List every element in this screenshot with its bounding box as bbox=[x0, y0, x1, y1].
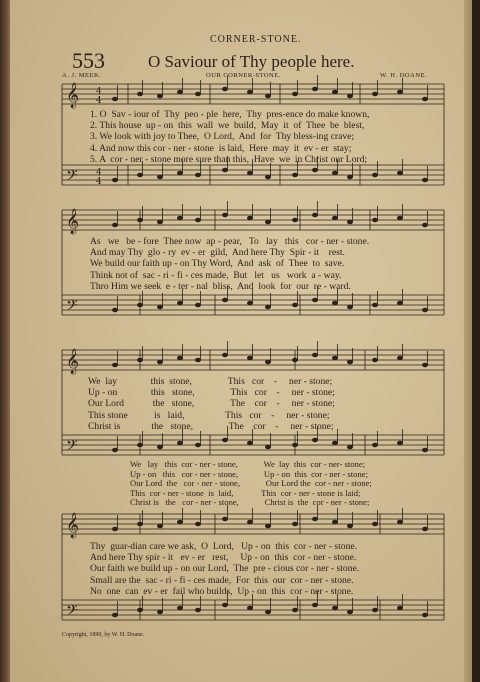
chorus-bass-2: Up - on this cor - ner - stone, Up - on this cor - ner - stone; bbox=[130, 468, 368, 479]
section-heading: CORNER-STONE. bbox=[210, 34, 302, 45]
svg-text:4: 4 bbox=[96, 168, 102, 178]
chorus-treble-4: This stone is laid, This cor - ner - stone; bbox=[88, 409, 330, 421]
composer: W. H. DOANE. bbox=[380, 72, 428, 79]
verse-4-line-c: Small are the sac - ri - fi - ces made, For this our cor - ner - stone. bbox=[90, 574, 354, 586]
chorus-bass-4: This cor - ner - stone is laid, This cor - ner - stone is laid; bbox=[130, 487, 361, 498]
svg-text:𝄢: 𝄢 bbox=[66, 602, 78, 623]
copyright: Copyright, 1890, by W. H. Doane. bbox=[62, 632, 145, 638]
verse-5-line-a: 5. A cor - ner - stone more sure than this, Have we in Christ our Lord; bbox=[90, 153, 368, 165]
verse-2-line-a: 2. This house up - on this wall we build, May it of Thee be blest, bbox=[90, 120, 365, 132]
tune-name: OUR CORNER-STONE. bbox=[206, 72, 281, 79]
chorus-bass-1: We lay this cor - ner - stone, We lay this cor - ner- stone; bbox=[130, 459, 366, 469]
verse-5-line-c: No one can ev - er fail who builds, Up - on this cor - ner - stone. bbox=[90, 585, 354, 597]
chorus-bass bbox=[130, 460, 372, 508]
verses-line-1 bbox=[90, 109, 369, 165]
chorus-treble-5: Christ is the stone, The cor - ner - stone; bbox=[88, 420, 334, 432]
svg-text:4: 4 bbox=[96, 96, 102, 106]
chorus-treble-2: Up - on this stone, This cor - ner - stone; bbox=[88, 387, 335, 399]
verses-line-3 bbox=[90, 541, 359, 597]
chorus-bass-3: Our Lord the cor - ner - stone, Our Lord the cor - ner - stone; bbox=[130, 478, 372, 489]
chorus-treble bbox=[88, 376, 335, 432]
verses-line-2 bbox=[90, 236, 369, 292]
svg-text:𝄞: 𝄞 bbox=[66, 209, 80, 234]
svg-text:4: 4 bbox=[96, 177, 102, 187]
verse-3-line-c: Our faith we build up - on our Lord, The pre - cious cor - ner - stone. bbox=[90, 563, 360, 575]
verse-4-line-b: Think not of sac - ri - fi - ces made, But let us work a - way. bbox=[90, 269, 342, 281]
verse-1-line-b: As we be - fore Thee now ap - pear, To lay this cor - ner - stone. bbox=[90, 236, 370, 247]
book-spine bbox=[0, 0, 10, 682]
svg-text:4: 4 bbox=[96, 87, 102, 97]
hymn-title: O Saviour of Thy people here. bbox=[148, 52, 355, 71]
svg-text:𝄞: 𝄞 bbox=[66, 513, 80, 538]
verse-3-line-b: We build our faith up - on Thy Word, And ask of Thee to save. bbox=[90, 258, 345, 270]
verse-2-line-b: And may Thy glo - ry ev - er gild, And here Thy Spir - it rest. bbox=[90, 247, 345, 259]
chorus-treble-1: We lay this stone, This cor - ner - stone; bbox=[88, 376, 333, 387]
verse-3-line-a: 3. We look with joy to Thee, O Lord, And for Thy bless-ing crave; bbox=[90, 131, 355, 143]
chorus-bass-5: Christ is the cor - ner - stone, Christ is the cor - ner - stone; bbox=[130, 497, 370, 508]
chorus-treble-3: Our Lord the stone, The cor - ner - stone; bbox=[88, 398, 335, 410]
verse-1-line-a: 1. O Sav - iour of Thy peo - ple here, Thy pres-ence do make known, bbox=[90, 109, 370, 120]
hymn-number: 553 bbox=[72, 48, 105, 73]
lyricist: A. J. MEEK. bbox=[62, 72, 102, 79]
svg-text:𝄞: 𝄞 bbox=[66, 83, 80, 108]
svg-text:𝄢: 𝄢 bbox=[66, 437, 78, 458]
svg-text:𝄢: 𝄢 bbox=[66, 167, 78, 188]
svg-text:𝄞: 𝄞 bbox=[66, 349, 80, 374]
verse-2-line-c: And here Thy spir - it ev - er rest, Up - on this cor - ner - stone. bbox=[90, 552, 357, 564]
verse-4-line-a: 4. And now this cor - ner - stone is laid, Here may it ev - er stay; bbox=[90, 142, 352, 154]
verse-1-line-c: Thy guar-dian care we ask, O Lord, Up - on this cor - ner - stone. bbox=[90, 541, 358, 552]
hymn-page bbox=[10, 0, 472, 682]
svg-text:𝄢: 𝄢 bbox=[66, 297, 78, 318]
verse-5-line-b: Thro Him we seek e - ter - nal bliss, And look for our re - ward. bbox=[90, 280, 351, 292]
